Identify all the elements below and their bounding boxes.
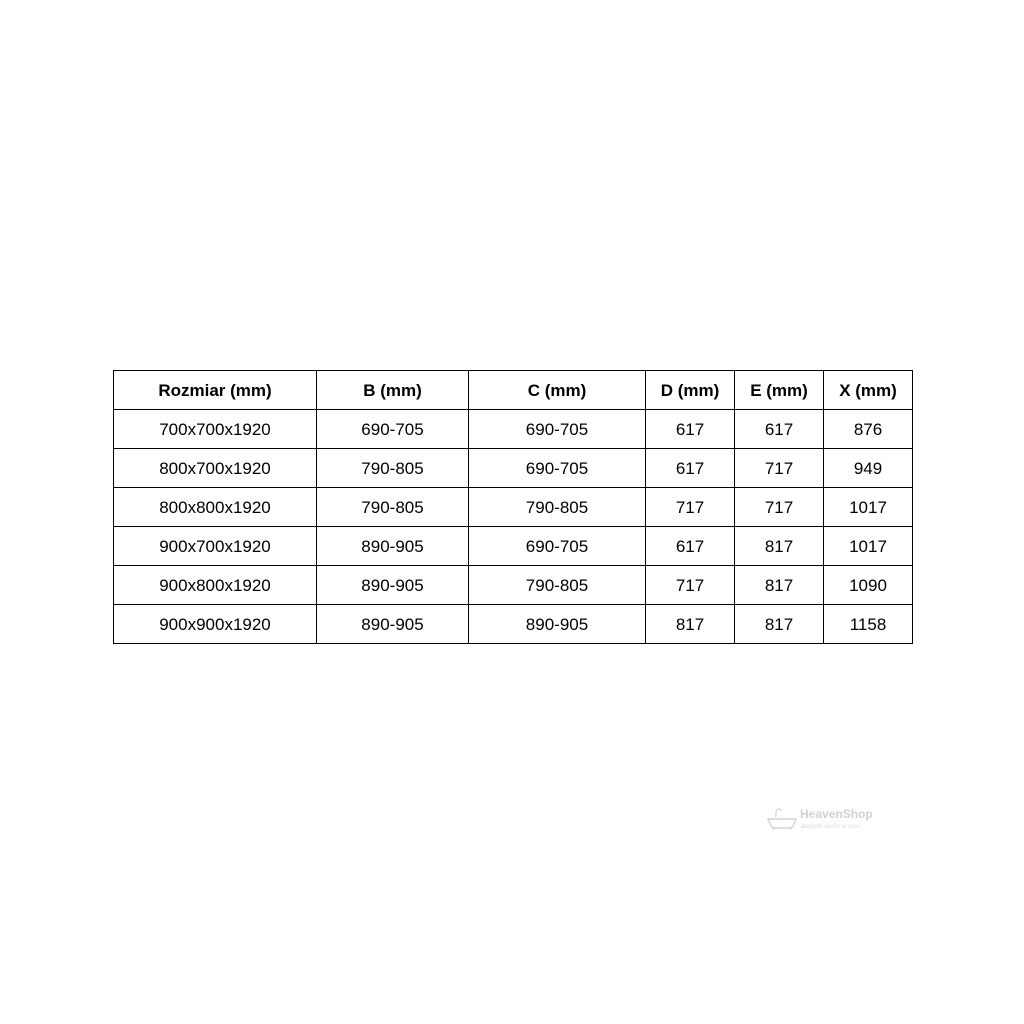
- cell-e: 717: [735, 449, 824, 488]
- cell-c: 690-705: [469, 527, 646, 566]
- cell-c: 790-805: [469, 566, 646, 605]
- header-size: Rozmiar (mm): [114, 371, 317, 410]
- cell-x: 1017: [824, 488, 913, 527]
- table-header-row: [114, 371, 913, 410]
- cell-d: 617: [646, 410, 735, 449]
- table-row: [114, 566, 913, 605]
- cell-c: 690-705: [469, 449, 646, 488]
- table-row: [114, 449, 913, 488]
- cell-b: 890-905: [317, 527, 469, 566]
- table-row: [114, 605, 913, 644]
- cell-size: 900x900x1920: [114, 605, 317, 644]
- cell-x: 1090: [824, 566, 913, 605]
- header-e: E (mm): [735, 371, 824, 410]
- table-row: [114, 410, 913, 449]
- cell-size: 900x700x1920: [114, 527, 317, 566]
- cell-c: 890-905: [469, 605, 646, 644]
- header-b: B (mm): [317, 371, 469, 410]
- cell-x: 949: [824, 449, 913, 488]
- cell-d: 717: [646, 566, 735, 605]
- cell-b: 790-805: [317, 449, 469, 488]
- cell-size: 700x700x1920: [114, 410, 317, 449]
- cell-x: 876: [824, 410, 913, 449]
- cell-e: 817: [735, 527, 824, 566]
- cell-b: 890-905: [317, 566, 469, 605]
- cell-b: 790-805: [317, 488, 469, 527]
- dimensions-table: [113, 370, 913, 644]
- cell-e: 617: [735, 410, 824, 449]
- cell-d: 617: [646, 527, 735, 566]
- cell-b: 890-905: [317, 605, 469, 644]
- bathtub-icon: [767, 808, 797, 830]
- header-c: C (mm): [469, 371, 646, 410]
- watermark-brand-name: HeavenShop: [800, 807, 873, 821]
- cell-d: 617: [646, 449, 735, 488]
- cell-d: 817: [646, 605, 735, 644]
- cell-x: 1017: [824, 527, 913, 566]
- watermark-tagline: łazienki niebo w sieci: [801, 822, 862, 830]
- cell-c: 690-705: [469, 410, 646, 449]
- cell-d: 717: [646, 488, 735, 527]
- cell-b: 690-705: [317, 410, 469, 449]
- cell-e: 717: [735, 488, 824, 527]
- header-d: D (mm): [646, 371, 735, 410]
- table-row: [114, 527, 913, 566]
- heavenshop-watermark: [767, 806, 877, 832]
- cell-c: 790-805: [469, 488, 646, 527]
- cell-size: 900x800x1920: [114, 566, 317, 605]
- cell-size: 800x800x1920: [114, 488, 317, 527]
- cell-e: 817: [735, 605, 824, 644]
- table-row: [114, 488, 913, 527]
- cell-size: 800x700x1920: [114, 449, 317, 488]
- header-x: X (mm): [824, 371, 913, 410]
- cell-x: 1158: [824, 605, 913, 644]
- cell-e: 817: [735, 566, 824, 605]
